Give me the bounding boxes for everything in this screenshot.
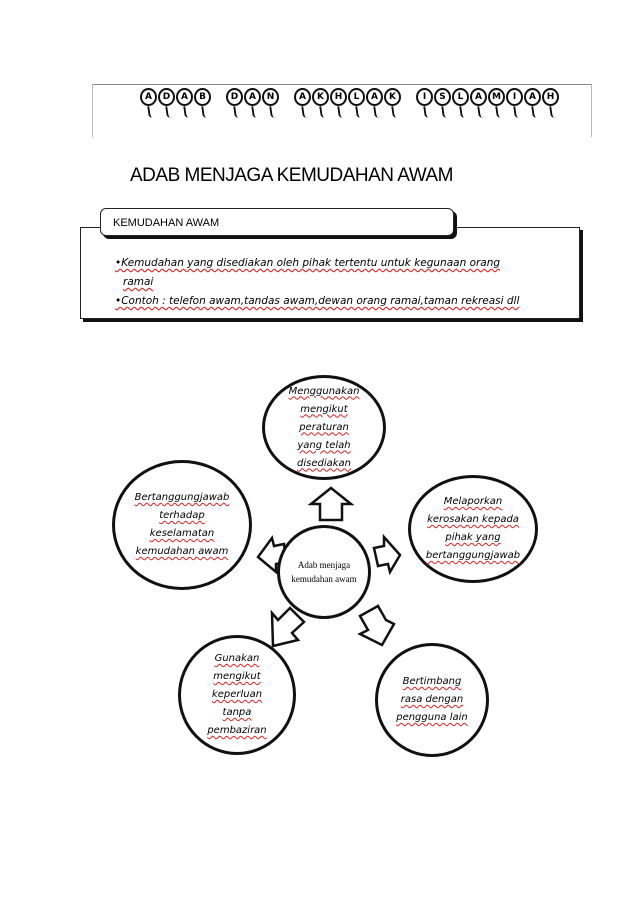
- balloon-letter: K: [384, 88, 401, 106]
- node-bottom-left: [178, 635, 296, 755]
- page-title: ADAB MENJAGA KEMUDAHAN AWAM: [130, 165, 453, 186]
- definition-tab-label: KEMUDAHAN AWAM: [100, 208, 454, 236]
- balloon-letter: B: [194, 88, 211, 106]
- balloon-letter: A: [470, 88, 487, 106]
- balloon-letter: N: [262, 88, 279, 106]
- definition-line-3: •Contoh : telefon awam,tandas awam,dewan orang ramai,taman rekreasi dll: [115, 295, 520, 307]
- balloon-letter: A: [524, 88, 541, 106]
- node-right: [408, 475, 538, 583]
- node-bottom-right: [375, 643, 489, 757]
- balloon-letter: A: [366, 88, 383, 106]
- node-right-label: Melaporkan kerosakan kepada pihak yang bertanggungjawab: [425, 496, 521, 561]
- node-left-label: Bertanggungjawab terhadap keselamatan kemudahan awam: [134, 492, 230, 557]
- arrow-down-right-icon: [360, 606, 394, 645]
- balloon-letter: I: [506, 88, 523, 106]
- node-left: [112, 460, 252, 590]
- balloon-letter: L: [348, 88, 365, 106]
- definition-line-1: •Kemudahan yang disediakan oleh pihak tertentu untuk kegunaan orang: [115, 257, 501, 269]
- balloon-letter: S: [434, 88, 451, 106]
- arrow-right-icon: [374, 537, 400, 572]
- balloon-letter: A: [294, 88, 311, 106]
- node-bottom-left-label: Gunakan mengikut keperluan tanpa pembaziran: [207, 653, 267, 736]
- definition-line-2: ramai: [123, 276, 154, 288]
- balloon-letter: H: [542, 88, 559, 106]
- center-label: Adab menjaga kemudahan awam: [291, 560, 357, 584]
- balloon-letter: K: [312, 88, 329, 106]
- balloon-letter: A: [244, 88, 261, 106]
- balloon-letter: D: [226, 88, 243, 106]
- balloon-letter: H: [330, 88, 347, 106]
- balloon-letter: D: [158, 88, 175, 106]
- center-circle: [277, 525, 371, 619]
- balloon-letter: M: [488, 88, 505, 106]
- node-bottom-right-label: Bertimbang rasa dengan pengguna lain: [396, 676, 468, 723]
- arrow-up-icon: [311, 488, 351, 520]
- balloon-letter: I: [416, 88, 433, 106]
- node-top: [262, 375, 386, 480]
- balloon-letter: A: [140, 88, 157, 106]
- balloon-letter: L: [452, 88, 469, 106]
- arrow-down-left-icon: [272, 608, 304, 646]
- node-top-label: Menggunakan mengikut peraturan yang telah disediakan: [288, 385, 360, 469]
- balloon-letter: A: [176, 88, 193, 106]
